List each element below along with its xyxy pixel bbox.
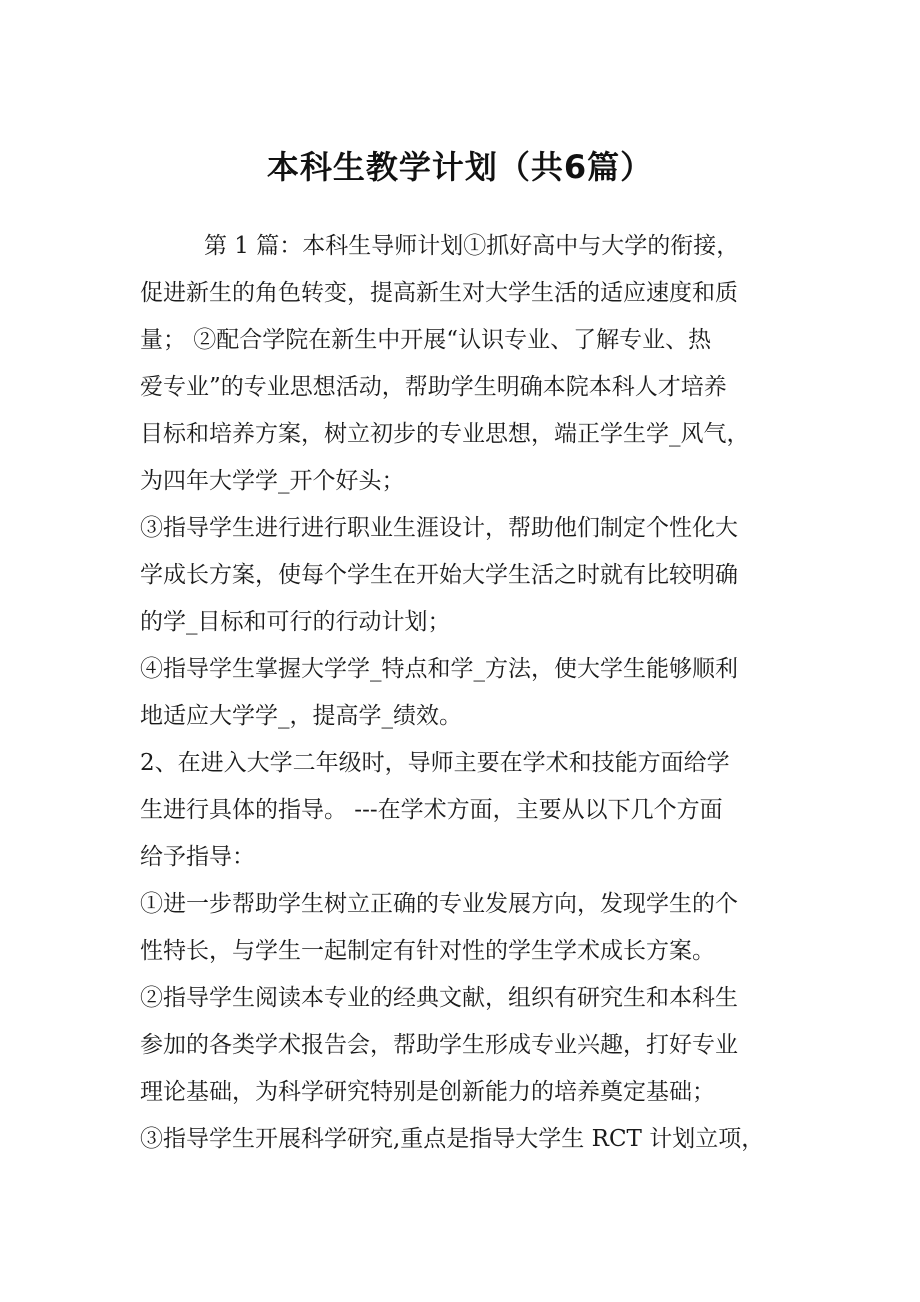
text-line: 参加的各类学术报告会，帮助学生形成专业兴趣，打好专业 <box>140 1032 738 1058</box>
text-line: 地适应大学学_，提高学_绩效。 <box>140 703 462 729</box>
text-line: ④指导学生掌握大学学_特点和学_方法，使大学生能够顺利 <box>140 656 738 682</box>
text-line: 促进新生的角色转变，提高新生对大学生活的适应速度和质 <box>140 280 738 306</box>
text-line: 的学_目标和可行的行动计划； <box>140 609 451 635</box>
text-line: ③指导学生开展科学研究,重点是指导大学生 RCT 计划立项， <box>140 1126 765 1152</box>
text-line: 理论基础，为科学研究特别是创新能力的培养奠定基础； <box>140 1079 715 1105</box>
text-line: 2、在进入大学二年级时，导师主要在学术和技能方面给学 <box>140 750 730 776</box>
text-line: 性特长，与学生一起制定有针对性的学生学术成长方案。 <box>140 938 715 964</box>
text-line: 目标和培养方案，树立初步的专业思想，端正学生学_风气， <box>140 421 750 447</box>
text-line: 量； ②配合学院在新生中开展“认识专业、了解专业、热 <box>140 327 712 353</box>
text-line: ③指导学生进行进行职业生涯设计，帮助他们制定个性化大 <box>140 515 738 541</box>
text-line: 为四年大学学_开个好头； <box>140 468 405 494</box>
document-body <box>140 223 800 1163</box>
text-line: 学成长方案，使每个学生在开始大学生活之时就有比较明确 <box>140 562 738 588</box>
text-line: 第 1 篇：本科生导师计划①抓好高中与大学的衔接， <box>204 233 740 259</box>
text-line: 爱专业”的专业思想活动，帮助学生明确本院本科人才培养 <box>140 374 727 400</box>
text-line: 给予指导： <box>140 844 255 870</box>
text-line: ①进一步帮助学生树立正确的专业发展方向，发现学生的个 <box>140 891 738 917</box>
document-title: 本科生教学计划（共6篇） <box>266 148 654 186</box>
text-line: ②指导学生阅读本专业的经典文献，组织有研究生和本科生 <box>140 985 738 1011</box>
text-line: 生进行具体的指导。 ---在学术方面，主要从以下几个方面 <box>140 797 723 823</box>
